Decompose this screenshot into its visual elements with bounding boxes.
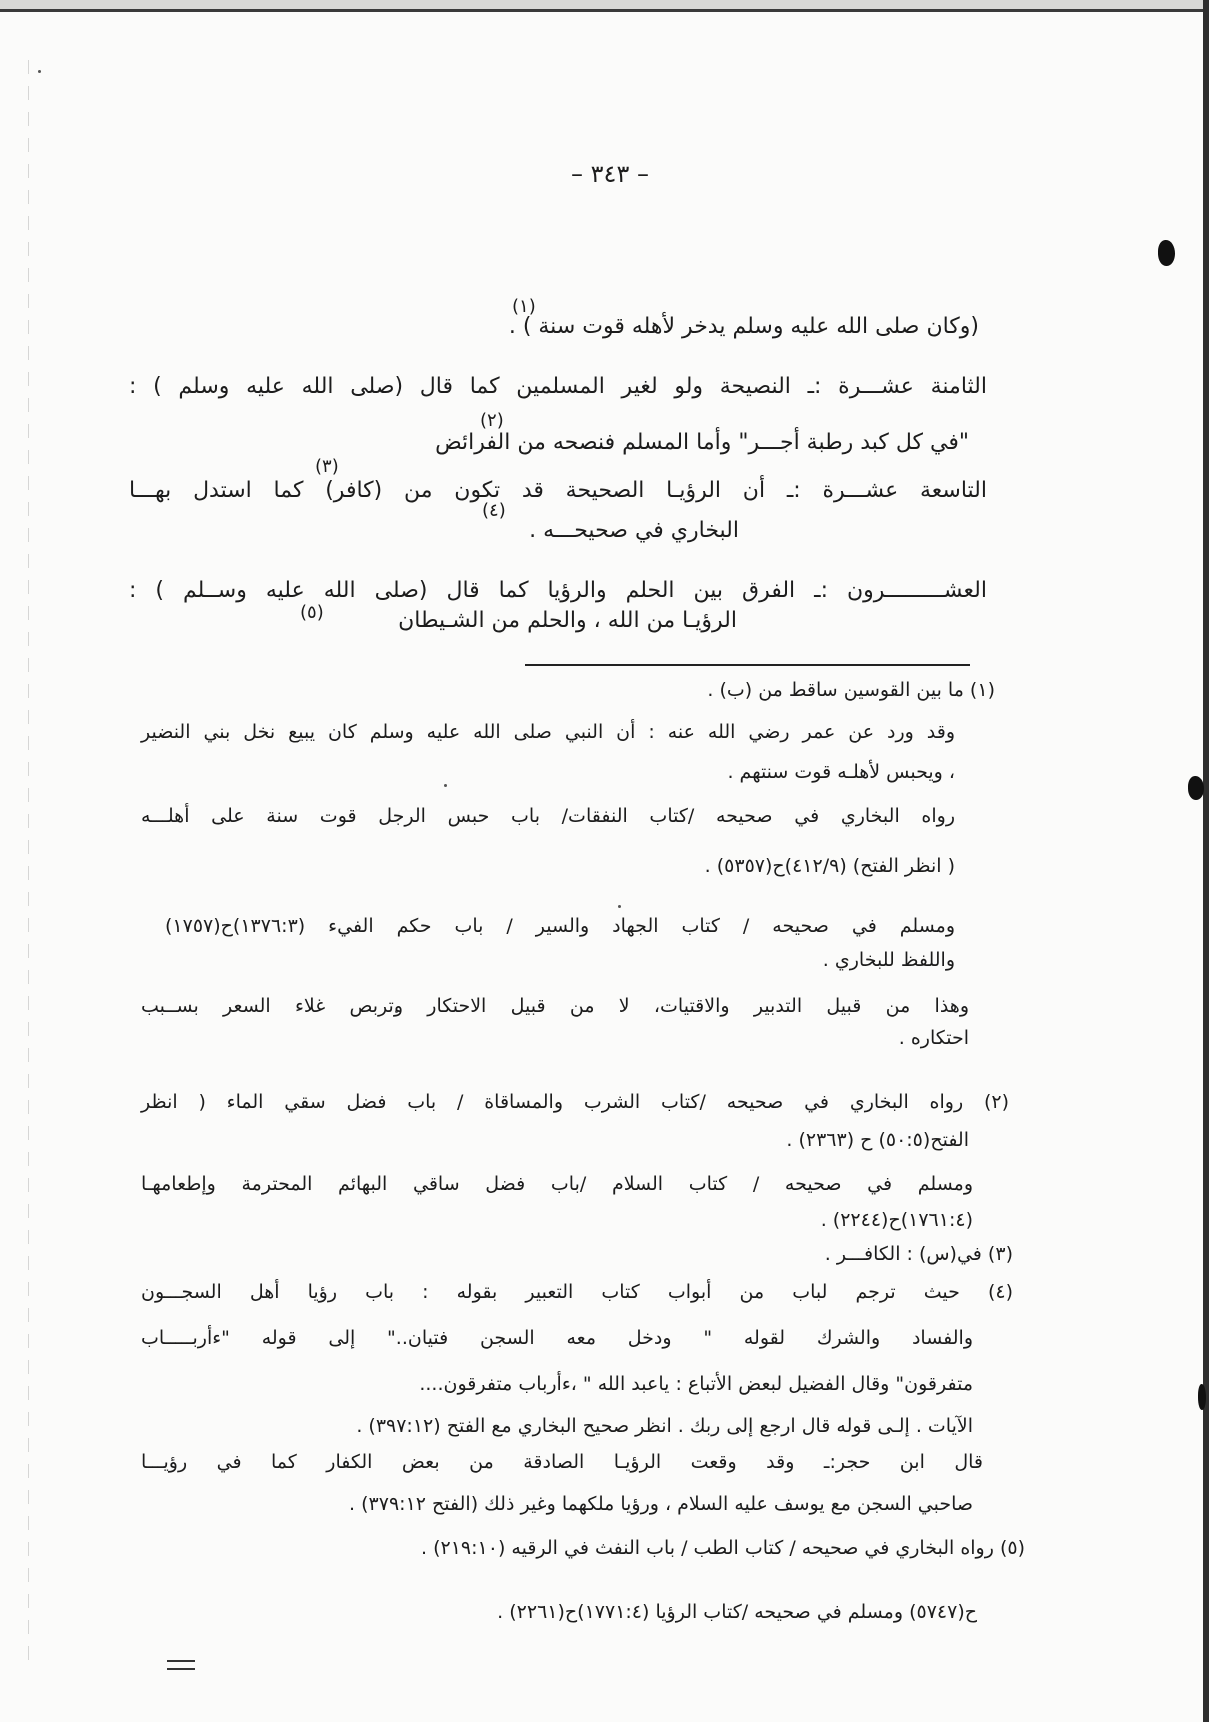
page-number: – ٣٤٣ – [571, 160, 649, 188]
footnote-4-line-1: (٤) حيث ترجم لباب من أبواب كتاب التعبير بقوله : باب رؤيا أهل السجـــون [141, 1281, 1013, 1303]
footnote-2-line-1: (٢) رواه البخاري في صحيحه /كتاب الشرب والمساقاة / باب فضل سقي الماء ( انظر [141, 1091, 1009, 1113]
body-line-4: التاسعة عشـــرة :ـ أن الرؤيـا الصحيحة قد تكون من (كافر) كما استدل بهـــا [129, 478, 987, 503]
footnote-ref-2: (٢) [480, 410, 504, 431]
footnote-2-line-4: (١٧٦١:٤)ح(٢٢٤٤) . [820, 1209, 973, 1231]
end-mark [167, 1668, 195, 1670]
body-line-3: "في كل كبد رطبة أجـــر" وأما المسلم فنصحه من الفرائض [435, 430, 969, 455]
end-mark [167, 1660, 195, 1662]
footnote-4-line-5: قال ابن حجر:ـ وقد وقعت الرؤيـا الصادقة من بعض الكفار كما في رؤيـــا [141, 1451, 983, 1473]
scan-fold-line [28, 60, 29, 1660]
body-line-7: الرؤيـا من الله ، والحلم من الشـيطان [398, 608, 737, 633]
body-line-5: البخاري في صحيحـــه . [529, 518, 739, 543]
scan-speck [618, 905, 621, 908]
footnote-1-line-9: احتكاره . [898, 1027, 969, 1049]
footnote-4-line-6: صاحبي السجن مع يوسف عليه السلام ، ورؤيا ملكهما وغير ذلك (الفتح ٣٧٩:١٢) . [349, 1493, 973, 1515]
scan-speck [444, 784, 447, 787]
footnote-separator [525, 664, 970, 666]
scan-edge-right [1203, 0, 1209, 1722]
footnote-1-line-1: (١) ما بين القوسين ساقط من (ب) . [707, 679, 995, 701]
footnote-ref-1: (١) [512, 296, 536, 317]
footnote-ref-5: (٥) [300, 602, 324, 623]
body-line-1: (وكان صلى الله عليه وسلم يدخر لأهله قوت سنة ) . [508, 314, 979, 339]
footnote-4-line-3: متفرقون" وقال الفضيل لبعض الأتباع : ياعبد الله " ،ءأرباب متفرقون.... [419, 1373, 973, 1395]
footnote-5-line-2: ح(٥٧٤٧) ومسلم في صحيحه /كتاب الرؤيا (١٧٧١:٤)ح(٢٢٦١) . [497, 1601, 977, 1623]
footnote-4-line-4: الآيات . إلـى قوله قال ارجع إلى ربك . انظر صحيح البخاري مع الفتح (٣٩٧:١٢) . [356, 1415, 973, 1437]
ink-blot [1198, 1384, 1206, 1410]
footnote-3-line-1: (٣) في(س) : الكافـــر . [824, 1243, 1013, 1265]
footnote-1-line-2: وقد ورد عن عمر رضي الله عنه : أن النبي صلى الله عليه وسلم كان يبيع نخل بني النضير [141, 721, 955, 743]
scan-edge-top [0, 0, 1209, 12]
footnote-ref-4: (٤) [482, 500, 506, 521]
footnote-ref-3: (٣) [315, 456, 339, 477]
footnote-2-line-2: الفتح(٥٠:٥) ح (٢٣٦٣) . [786, 1129, 969, 1151]
scan-speck [38, 70, 41, 73]
footnote-1-line-7: واللفظ للبخاري . [822, 949, 955, 971]
footnote-1-line-3: ، ويحبس لأهلـه قوت سنتهم . [727, 761, 955, 783]
footnote-1-line-5: ( انظر الفتح) (٤١٢/٩)ح(٥٣٥٧) . [704, 855, 955, 877]
footnote-2-line-3: ومسلم في صحيحه / كتاب السلام /باب فضل ساقي البهائم المحترمة وإطعامهـا [141, 1173, 973, 1195]
ink-blot [1188, 776, 1204, 800]
footnote-1-line-4: رواه البخاري في صحيحه /كتاب النفقات/ باب حبس الرجل قوت سنة على أهلـــه [141, 805, 955, 827]
body-line-6: العشـــــــــرون :ـ الفرق بين الحلم والرؤيا كما قال (صلى الله عليه وســلم ) : [129, 578, 987, 603]
footnote-1-line-8: وهذا من قبيل التدبير والاقتيات، لا من قبيل الاحتكار وتربص غلاء السعر بســبب [141, 995, 969, 1017]
footnote-5-line-1: (٥) رواه البخاري في صحيحه / كتاب الطب / باب النفث في الرقيه (٢١٩:١٠) . [421, 1537, 1025, 1559]
footnote-1-line-6: ومسلم في صحيحه / كتاب الجهاد والسير / باب حكم الفيء (١٣٧٦:٣)ح(١٧٥٧) [165, 915, 955, 937]
body-line-2: الثامنة عشـــرة :ـ النصيحة ولو لغير المسلمين كما قال (صلى الله عليه وسلم ) : [129, 374, 987, 399]
ink-blot [1158, 240, 1175, 266]
footnote-4-line-2: والفساد والشرك لقوله " ودخل معه السجن فتيان.." إلى قوله "ءأربـــــاب [141, 1327, 973, 1349]
